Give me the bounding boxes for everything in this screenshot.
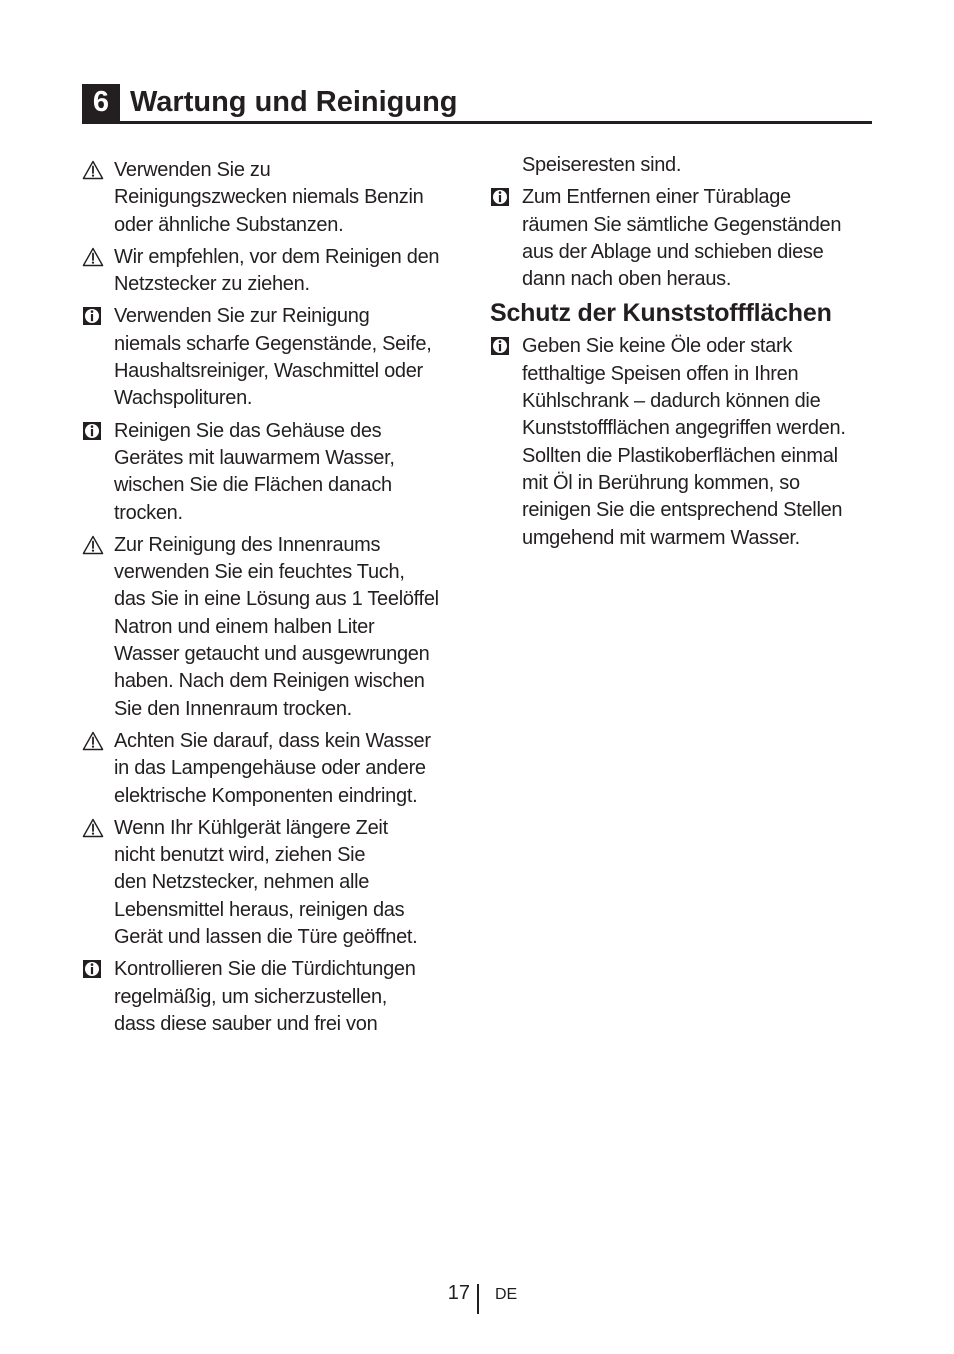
item-text-line: in das Lampengehäuse oder andere bbox=[114, 757, 426, 780]
chapter-title: Wartung und Reinigung bbox=[130, 86, 458, 118]
info-icon bbox=[490, 187, 512, 207]
item-text-line: Sollten die Plastikoberflächen einmal bbox=[522, 444, 838, 467]
warning-icon bbox=[82, 818, 104, 838]
item-text-line: mit Öl in Berührung kommen, so bbox=[522, 471, 800, 494]
item-text-line: reinigen Sie die entsprechend Stellen bbox=[522, 499, 843, 522]
item-text-line: haben. Nach dem Reinigen wischen bbox=[114, 670, 425, 693]
chapter-header bbox=[82, 84, 872, 124]
chapter-number: 6 bbox=[82, 84, 120, 121]
list-item bbox=[82, 956, 467, 1038]
item-text-line: Zur Reinigung des Innenraums bbox=[114, 533, 381, 556]
item-text-line: Netzstecker zu ziehen. bbox=[114, 273, 310, 296]
list-item bbox=[490, 333, 875, 551]
item-text-line: Wir empfehlen, vor dem Reinigen den bbox=[114, 245, 440, 268]
item-text-line: trocken. bbox=[114, 501, 183, 524]
footer-divider bbox=[477, 1284, 479, 1314]
item-text-line: wischen Sie die Flächen danach bbox=[114, 474, 392, 497]
item-text-line: umgehend mit warmem Wasser. bbox=[522, 526, 800, 549]
continued-text-line: Speiseresten sind. bbox=[522, 154, 682, 176]
list-item bbox=[82, 532, 467, 723]
item-text-line: aus der Ablage und schieben diese bbox=[522, 240, 824, 263]
item-text-line: dass diese sauber und frei von bbox=[114, 1012, 378, 1035]
list-item bbox=[82, 157, 467, 239]
page-number: 17 bbox=[447, 1282, 470, 1304]
item-text-line: Lebensmittel heraus, reinigen das bbox=[114, 898, 405, 921]
item-text-line: Verwenden Sie zur Reinigung bbox=[114, 305, 370, 328]
list-item bbox=[82, 418, 467, 527]
info-icon bbox=[82, 421, 104, 441]
item-text-line: elektrische Komponenten eindringt. bbox=[114, 784, 418, 807]
item-text-line: Wenn Ihr Kühlgerät längere Zeit bbox=[114, 816, 388, 839]
info-icon bbox=[82, 306, 104, 326]
warning-icon bbox=[82, 160, 104, 180]
item-text-line: verwenden Sie ein feuchtes Tuch, bbox=[114, 561, 405, 584]
item-text-line: Haushaltsreiniger, Waschmittel oder bbox=[114, 360, 423, 383]
item-text-line: dann nach oben heraus. bbox=[522, 268, 732, 291]
item-text-line: den Netzstecker, nehmen alle bbox=[114, 871, 370, 894]
info-icon bbox=[82, 959, 104, 979]
item-text-line: Reinigen Sie das Gehäuse des bbox=[114, 419, 382, 442]
language-code: DE bbox=[495, 1286, 518, 1303]
item-text-line: Natron und einem halben Liter bbox=[114, 615, 375, 638]
right-items-before bbox=[490, 184, 875, 293]
item-text-line: das Sie in eine Lösung aus 1 Teelöffel bbox=[114, 588, 439, 611]
item-text-line: Zum Entfernen einer Türablage bbox=[522, 186, 791, 209]
list-item bbox=[82, 815, 467, 951]
item-text-line: Gerätes mit lauwarmem Wasser, bbox=[114, 446, 395, 469]
item-text-line: Gerät und lassen die Türe geöffnet. bbox=[114, 926, 418, 949]
warning-icon bbox=[82, 247, 104, 267]
item-text-line: Kontrollieren Sie die Türdichtungen bbox=[114, 958, 416, 981]
right-items-after bbox=[490, 333, 875, 551]
item-text-line: regelmäßig, um sicherzustellen, bbox=[114, 985, 388, 1008]
section-title: Schutz der Kunststoffflächen bbox=[490, 299, 832, 328]
right-column bbox=[490, 152, 875, 557]
left-column bbox=[82, 157, 467, 1043]
item-text-line: niemals scharfe Gegenstände, Seife, bbox=[114, 332, 432, 355]
list-item bbox=[82, 244, 467, 299]
item-text-line: Verwenden Sie zu bbox=[114, 159, 271, 181]
item-text-line: nicht benutzt wird, ziehen Sie bbox=[114, 844, 366, 867]
item-text-line: Sie den Innenraum trocken. bbox=[114, 697, 352, 720]
item-text-line: Wachspolituren. bbox=[114, 387, 253, 410]
list-item bbox=[82, 728, 467, 810]
item-text-line: Kühlschrank – dadurch können die bbox=[522, 390, 821, 413]
info-icon bbox=[490, 336, 512, 356]
warning-icon bbox=[82, 731, 104, 751]
item-text-line: Achten Sie darauf, dass kein Wasser bbox=[114, 729, 431, 752]
item-text-line: Geben Sie keine Öle oder stark bbox=[522, 335, 793, 358]
list-item bbox=[82, 303, 467, 412]
warning-icon bbox=[82, 535, 104, 555]
list-item bbox=[490, 184, 875, 293]
item-text-line: Kunststoffflächen angegriffen werden. bbox=[522, 417, 846, 440]
item-text-line: Wasser getaucht und ausgewrungen bbox=[114, 643, 430, 666]
item-text-line: fetthaltige Speisen offen in Ihren bbox=[522, 362, 799, 385]
item-text-line: oder ähnliche Substanzen. bbox=[114, 213, 344, 236]
item-text-line: räumen Sie sämtliche Gegenständen bbox=[522, 213, 842, 236]
continued-text bbox=[490, 152, 875, 179]
item-text-line: Reinigungszwecken niemals Benzin bbox=[114, 186, 424, 209]
